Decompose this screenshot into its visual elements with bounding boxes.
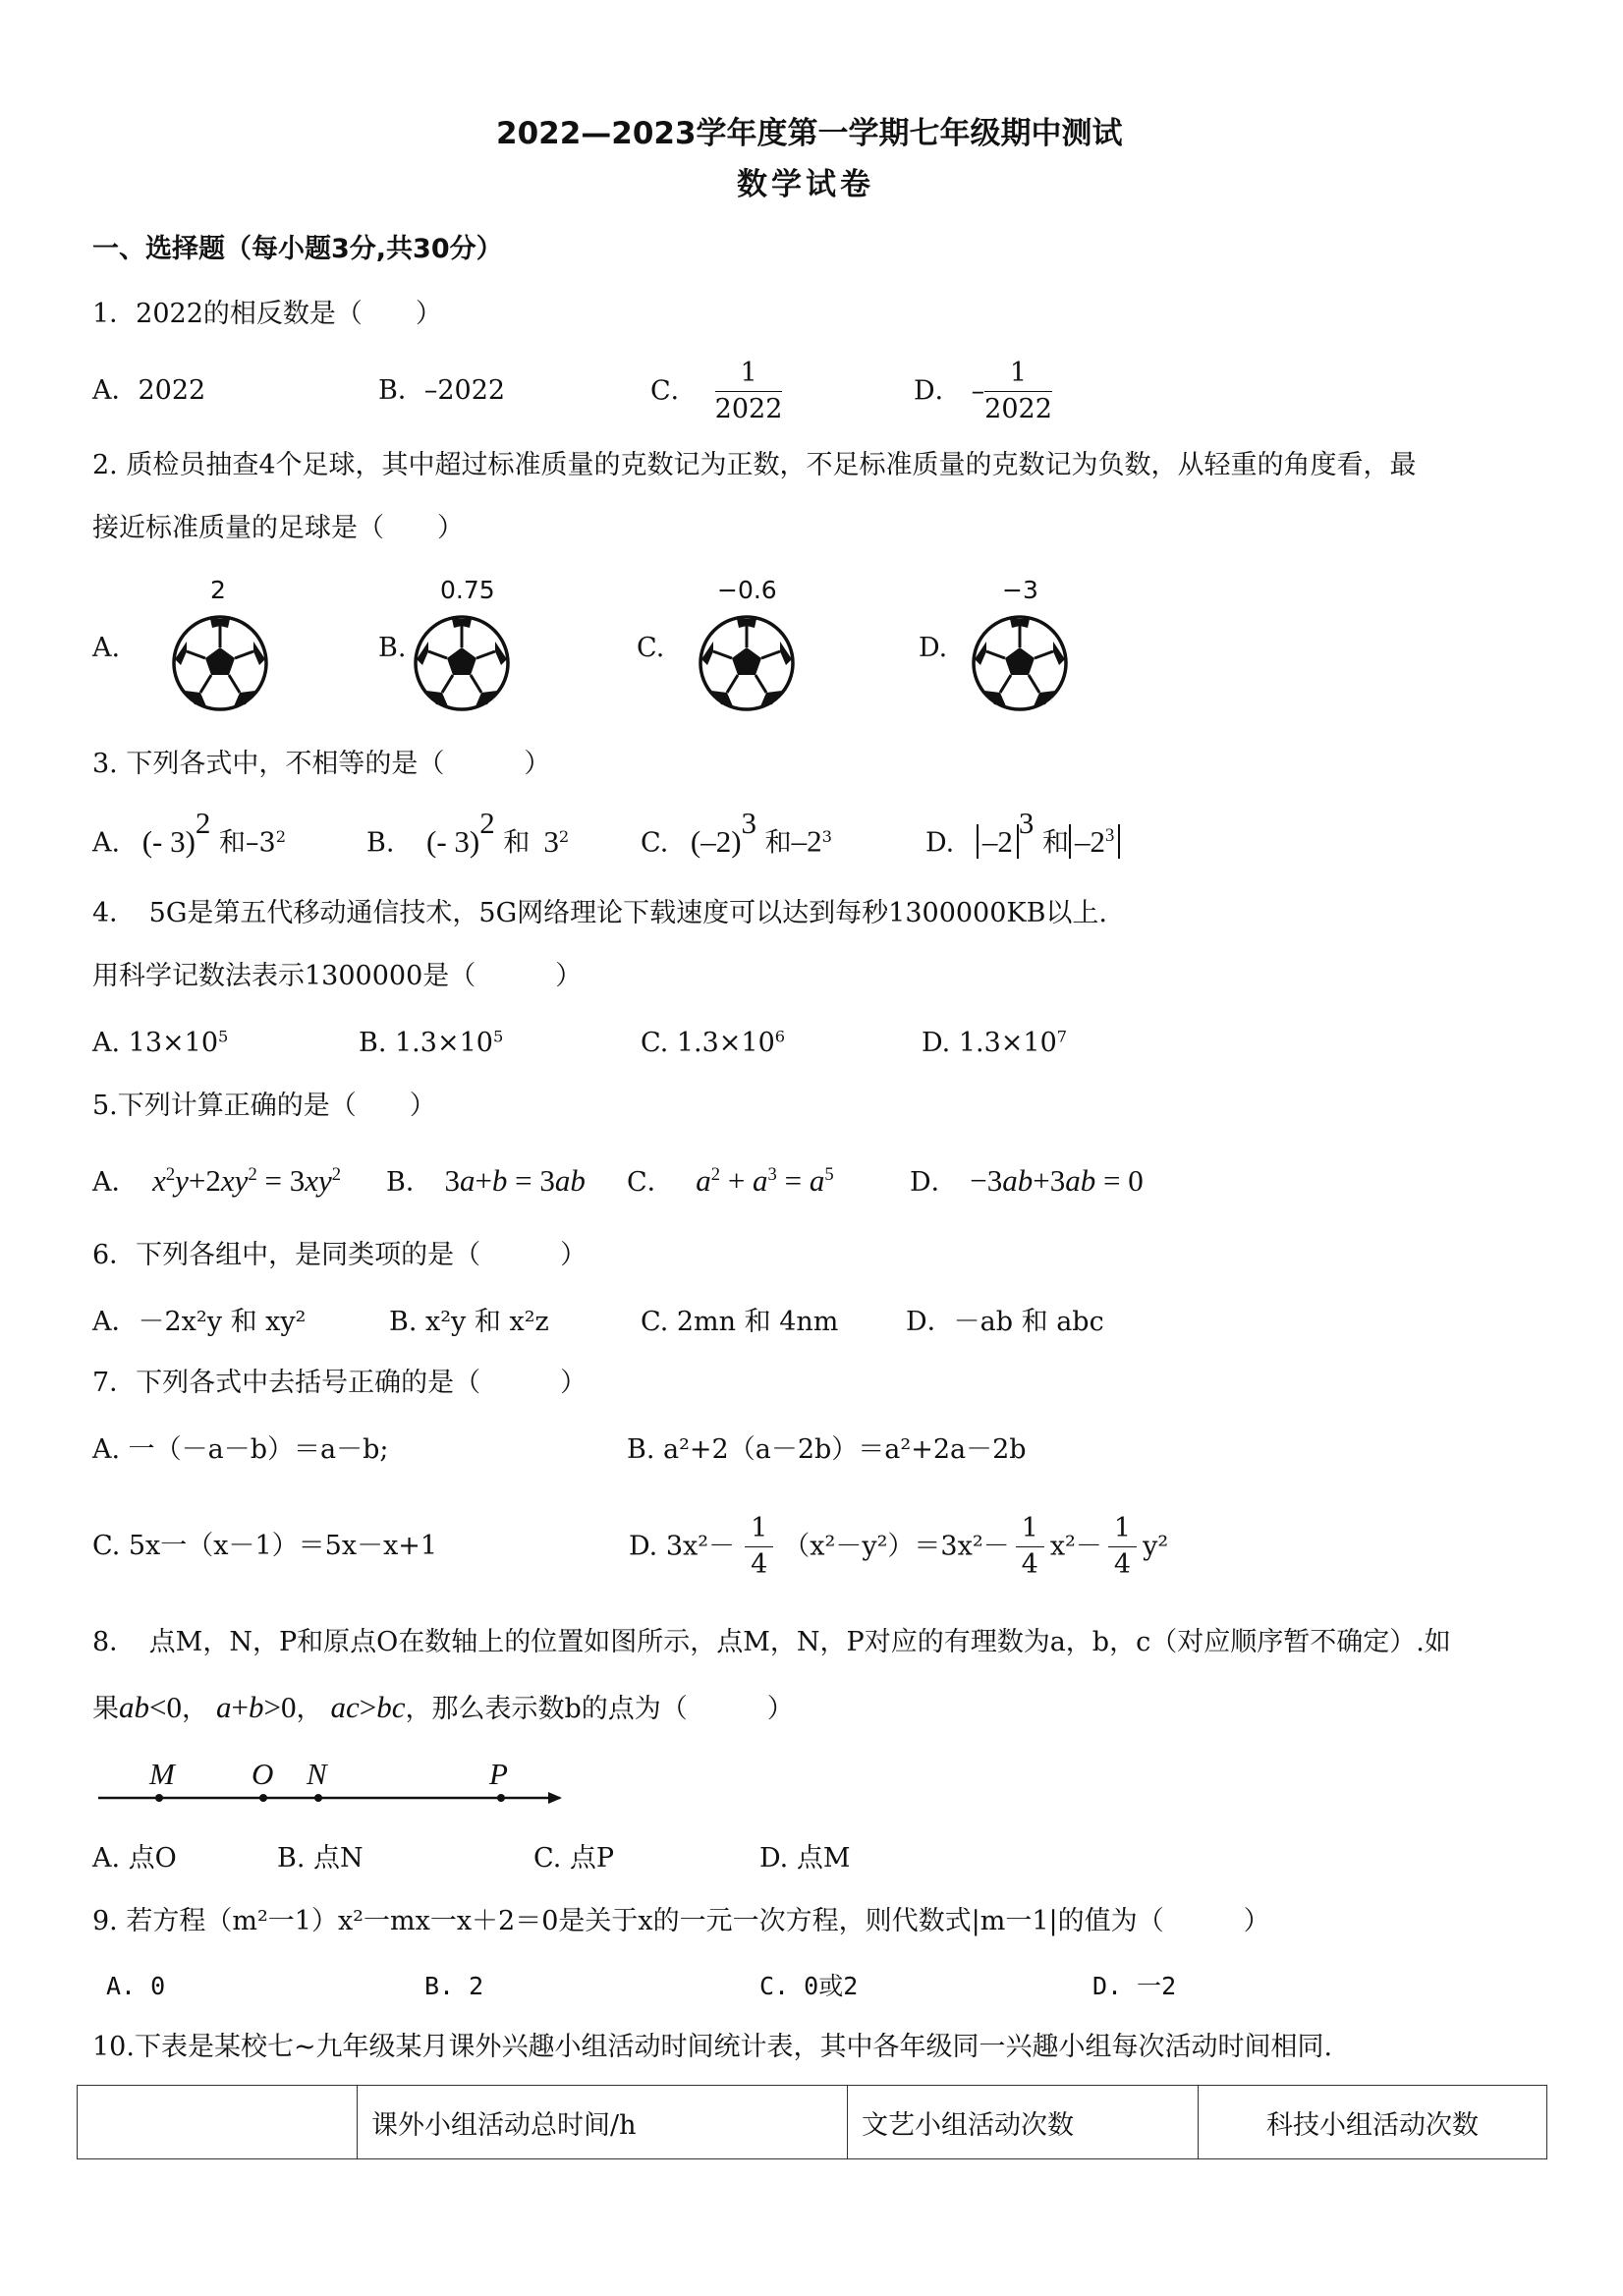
- q8-option-c: C. 点P: [533, 1843, 615, 1874]
- q2-option-b-value: 0.75: [440, 576, 495, 604]
- question-2-stem-line2: 接近标准质量的足球是（ ）: [92, 513, 464, 543]
- table-header-cell: 科技小组活动次数: [1199, 2086, 1547, 2159]
- q4-option-b: B. $1.3\times 10^5$: [359, 1027, 504, 1058]
- axis-label-o: O: [252, 1757, 274, 1791]
- question-1-stem: 1．2022的相反数是（ ）: [92, 299, 442, 329]
- table-header-cell: 文艺小组活动次数: [848, 2086, 1199, 2159]
- q9-option-a: A. 0: [106, 1972, 166, 2000]
- table-header-cell: [78, 2086, 358, 2159]
- q2-option-d-value: −3: [1002, 576, 1038, 604]
- q6-option-b: B. x²y 和 x²z: [389, 1307, 549, 1337]
- q2-option-a-letter: A.: [92, 633, 121, 663]
- question-7-stem: 7．下列各式中去括号正确的是（ ）: [92, 1368, 588, 1398]
- q3-option-d: D. $-2^3$ 和 $-2^3$: [925, 823, 1120, 860]
- table-row: [78, 2086, 1547, 2159]
- point-p-dot: [497, 1794, 505, 1802]
- question-2-stem-line1: 2. 质检员抽查4个足球，其中超过标准质量的克数记为正数，不足标准质量的克数记为负数，从轻重的角度看，最: [92, 450, 1417, 480]
- q6-option-c: C. 2mn 和 4nm: [641, 1307, 839, 1337]
- axis-label-m: M: [149, 1757, 175, 1791]
- q7-option-d: D. 3x²－ $\frac{1}{4}$ （x²－y²）＝3x²－ $\frac{1}{4}$ x²－ $\frac{1}{4}$ y²: [629, 1513, 1169, 1580]
- question-4-stem-line2: 用科学记数法表示1300000是（ ）: [92, 961, 583, 991]
- point-o-dot: [259, 1794, 267, 1802]
- q9-option-c: C. 0或2: [759, 1972, 859, 2000]
- q6-option-a: A．－2x²y 和 xy²: [92, 1307, 307, 1337]
- q2-option-b-letter: B.: [378, 633, 407, 663]
- q9-option-b: B. 2: [424, 1972, 484, 2000]
- soccer-ball-a-icon: [171, 614, 269, 712]
- question-4-stem-line1: 4． 5G是第五代移动通信技术，5G网络理论下载速度可以达到每秒1300000KB以上.: [92, 898, 1108, 928]
- question-10-stem: 10.下表是某校七~九年级某月课外兴趣小组活动时间统计表，其中各年级同一兴趣小组每次活动时间相同.: [92, 2032, 1333, 2062]
- q7-option-c: C. 5x一（x－1）＝5x－x+1: [92, 1531, 438, 1561]
- page-subtitle: 数学试卷: [737, 167, 874, 202]
- axis-label-n: N: [307, 1757, 327, 1791]
- soccer-ball-b-icon: [413, 614, 511, 712]
- q1-option-c: C． $\frac{1}{2022}$: [650, 358, 783, 424]
- q5-option-c: C． $a^2 + a^3 = a^5$: [627, 1163, 834, 1198]
- point-n-dot: [314, 1794, 322, 1802]
- soccer-ball-d-icon: [971, 614, 1069, 712]
- q9-option-d: D. 一2: [1092, 1972, 1177, 2000]
- q8-option-a: A. 点O: [92, 1843, 177, 1874]
- question-9-stem: 9. 若方程（m²一1）x²一mx一x＋2＝0是关于x的一元一次方程，则代数式|m一1|的值为（ ）: [92, 1906, 1270, 1936]
- q3-option-c: C. $(-2)^3$ 和$-2^3$: [641, 806, 832, 859]
- q4-option-d: D. $1.3\times 10^7$: [922, 1027, 1068, 1058]
- question-6-stem: 6．下列各组中，是同类项的是（ ）: [92, 1240, 588, 1270]
- q5-option-b: B． 3a+b = 3ab: [386, 1163, 586, 1198]
- axis-label-p: P: [489, 1757, 508, 1791]
- activity-table: [77, 2085, 1547, 2159]
- q1-option-a: A．2022: [92, 375, 206, 406]
- q6-option-d: D．－ab 和 abc: [906, 1307, 1104, 1337]
- q7-option-b: B. a²+2（a－2b）＝a²+2a－2b: [627, 1434, 1027, 1465]
- q1-option-b: B．–2022: [378, 375, 506, 406]
- soccer-ball-c-icon: [698, 614, 796, 712]
- q4-option-a: A. $13\times 10^5$: [92, 1027, 229, 1058]
- q8-option-d: D. 点M: [759, 1843, 851, 1874]
- point-m-dot: [155, 1794, 163, 1802]
- q2-option-c-value: −0.6: [717, 576, 777, 604]
- q2-option-a-value: 2: [210, 576, 226, 604]
- table-header-cell: 课外小组活动总时间/h: [358, 2086, 848, 2159]
- q8-option-b: B. 点N: [277, 1843, 364, 1874]
- q7-option-a: A. 一（－a－b）＝a－b;: [92, 1434, 389, 1465]
- q4-option-c: C. $1.3\times 10^6$: [641, 1027, 786, 1058]
- q2-option-c-letter: C.: [637, 633, 665, 663]
- page-title: 2022—2023学年度第一学期七年级期中测试: [496, 116, 1123, 151]
- question-5-stem: 5.下列计算正确的是（ ）: [92, 1091, 436, 1121]
- q3-option-a: A. (- 3)$^2$ 和$-3^2$: [92, 806, 287, 859]
- q5-option-d: D． −3ab+3ab = 0: [910, 1163, 1144, 1198]
- question-3-stem: 3. 下列各式中，不相等的是（ ）: [92, 749, 551, 779]
- question-8-stem-line2: 果ab<0， a+b>0， ac>bc，那么表示数b的点为（ ）: [92, 1690, 794, 1724]
- q3-option-b: B. (- 3)$^2$ 和 $3^2$: [366, 806, 570, 859]
- q5-option-a: A． $x^2y+2xy^2 = 3xy^2$: [92, 1163, 342, 1198]
- question-8-stem-line1: 8． 点M，N，P和原点O在数轴上的位置如图所示，点M，N，P对应的有理数为a，b，c（对应顺序暂不确定）.如: [92, 1627, 1451, 1657]
- section-heading: 一、选择题（每小题3分,共30分）: [92, 234, 503, 264]
- q1-option-d: D． – $\frac{1}{2022}$: [914, 358, 1052, 424]
- q2-option-d-letter: D.: [919, 633, 948, 663]
